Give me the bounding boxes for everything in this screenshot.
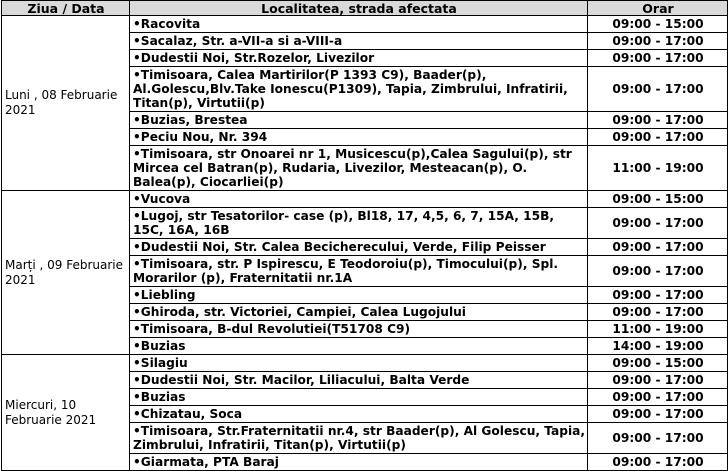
day-cell: Marți , 09 Februarie 2021 (2, 191, 130, 355)
time-cell: 09:00 - 17:00 (588, 389, 728, 406)
location-cell: •Dudestii Noi, Str.Rozelor, Livezilor (130, 50, 588, 67)
header-location: Localitatea, strada afectata (130, 1, 588, 16)
location-cell: •Timisoara, str Onoarei nr 1, Musicescu(p),Calea Sagului(p), str Mircea cel Batran(p), Rudaria, Livezilor, Mesteacan(p), O. Balea(p), Ciocarliei(p) (130, 146, 588, 191)
table-body (2, 16, 728, 471)
header-day: Ziua / Data (2, 1, 130, 16)
outage-schedule-table (1, 0, 728, 471)
time-cell: 09:00 - 17:00 (588, 239, 728, 256)
header-row (2, 1, 728, 16)
location-cell: •Sacalaz, Str. a-VII-a si a-VIII-a (130, 33, 588, 50)
location-cell: •Lugoj, str Tesatorilor- case (p), Bl18, 17, 4,5, 6, 7, 15A, 15B, 15C, 16A, 16B (130, 208, 588, 239)
time-cell: 09:00 - 17:00 (588, 372, 728, 389)
time-cell: 09:00 - 15:00 (588, 16, 728, 33)
time-cell: 11:00 - 19:00 (588, 146, 728, 191)
location-cell: •Peciu Nou, Nr. 394 (130, 129, 588, 146)
location-cell: •Timisoara, Str.Fraternitatii nr.4, str Baader(p), Al Golescu, Tapia, Zimbrului, Infratirii, Titan(p), Virtutii(p) (130, 423, 588, 454)
location-cell: •Liebling (130, 287, 588, 304)
location-cell: •Timisoara, str. P Ispirescu, E Teodoroiu(p), Timocului(p), Spl. Morarilor (p), Fraternitatii nr.1A (130, 256, 588, 287)
time-cell: 09:00 - 17:00 (588, 112, 728, 129)
time-cell: 09:00 - 17:00 (588, 50, 728, 67)
location-cell: •Chizatau, Soca (130, 406, 588, 423)
day-cell: Miercuri, 10 Februarie 2021 (2, 355, 130, 471)
time-cell: 09:00 - 15:00 (588, 355, 728, 372)
location-cell: •Silagiu (130, 355, 588, 372)
table-header (2, 1, 728, 16)
location-cell: •Buzias (130, 389, 588, 406)
time-cell: 09:00 - 17:00 (588, 423, 728, 454)
location-cell: •Racovita (130, 16, 588, 33)
location-cell: •Buzias, Brestea (130, 112, 588, 129)
location-cell: •Timisoara, Calea Martirilor(P 1393 C9), Baader(p), Al.Golescu,Blv.Take Ionescu(P1309), Tapia, Zimbrului, Infratirii, Titan(p), Virtutii(p) (130, 67, 588, 112)
location-cell: •Vucova (130, 191, 588, 208)
table-row (2, 191, 728, 208)
time-cell: 09:00 - 17:00 (588, 287, 728, 304)
time-cell: 14:00 - 19:00 (588, 338, 728, 355)
location-cell: •Buzias (130, 338, 588, 355)
header-time: Orar (588, 1, 728, 16)
location-cell: •Giarmata, PTA Baraj (130, 454, 588, 471)
location-cell: •Dudestii Noi, Str. Macilor, Liliacului, Balta Verde (130, 372, 588, 389)
time-cell: 09:00 - 17:00 (588, 33, 728, 50)
time-cell: 11:00 - 19:00 (588, 321, 728, 338)
time-cell: 09:00 - 17:00 (588, 304, 728, 321)
location-cell: •Ghiroda, str. Victoriei, Campiei, Calea Lugojului (130, 304, 588, 321)
table-row (2, 16, 728, 33)
day-cell: Luni , 08 Februarie 2021 (2, 16, 130, 191)
time-cell: 09:00 - 17:00 (588, 208, 728, 239)
time-cell: 09:00 - 17:00 (588, 67, 728, 112)
table-row (2, 355, 728, 372)
location-cell: •Dudestii Noi, Str. Calea Becicherecului, Verde, Filip Peisser (130, 239, 588, 256)
time-cell: 09:00 - 17:00 (588, 454, 728, 471)
time-cell: 09:00 - 17:00 (588, 129, 728, 146)
time-cell: 09:00 - 17:00 (588, 406, 728, 423)
time-cell: 09:00 - 17:00 (588, 256, 728, 287)
location-cell: •Timisoara, B-dul Revolutiei(T51708 C9) (130, 321, 588, 338)
time-cell: 09:00 - 15:00 (588, 191, 728, 208)
